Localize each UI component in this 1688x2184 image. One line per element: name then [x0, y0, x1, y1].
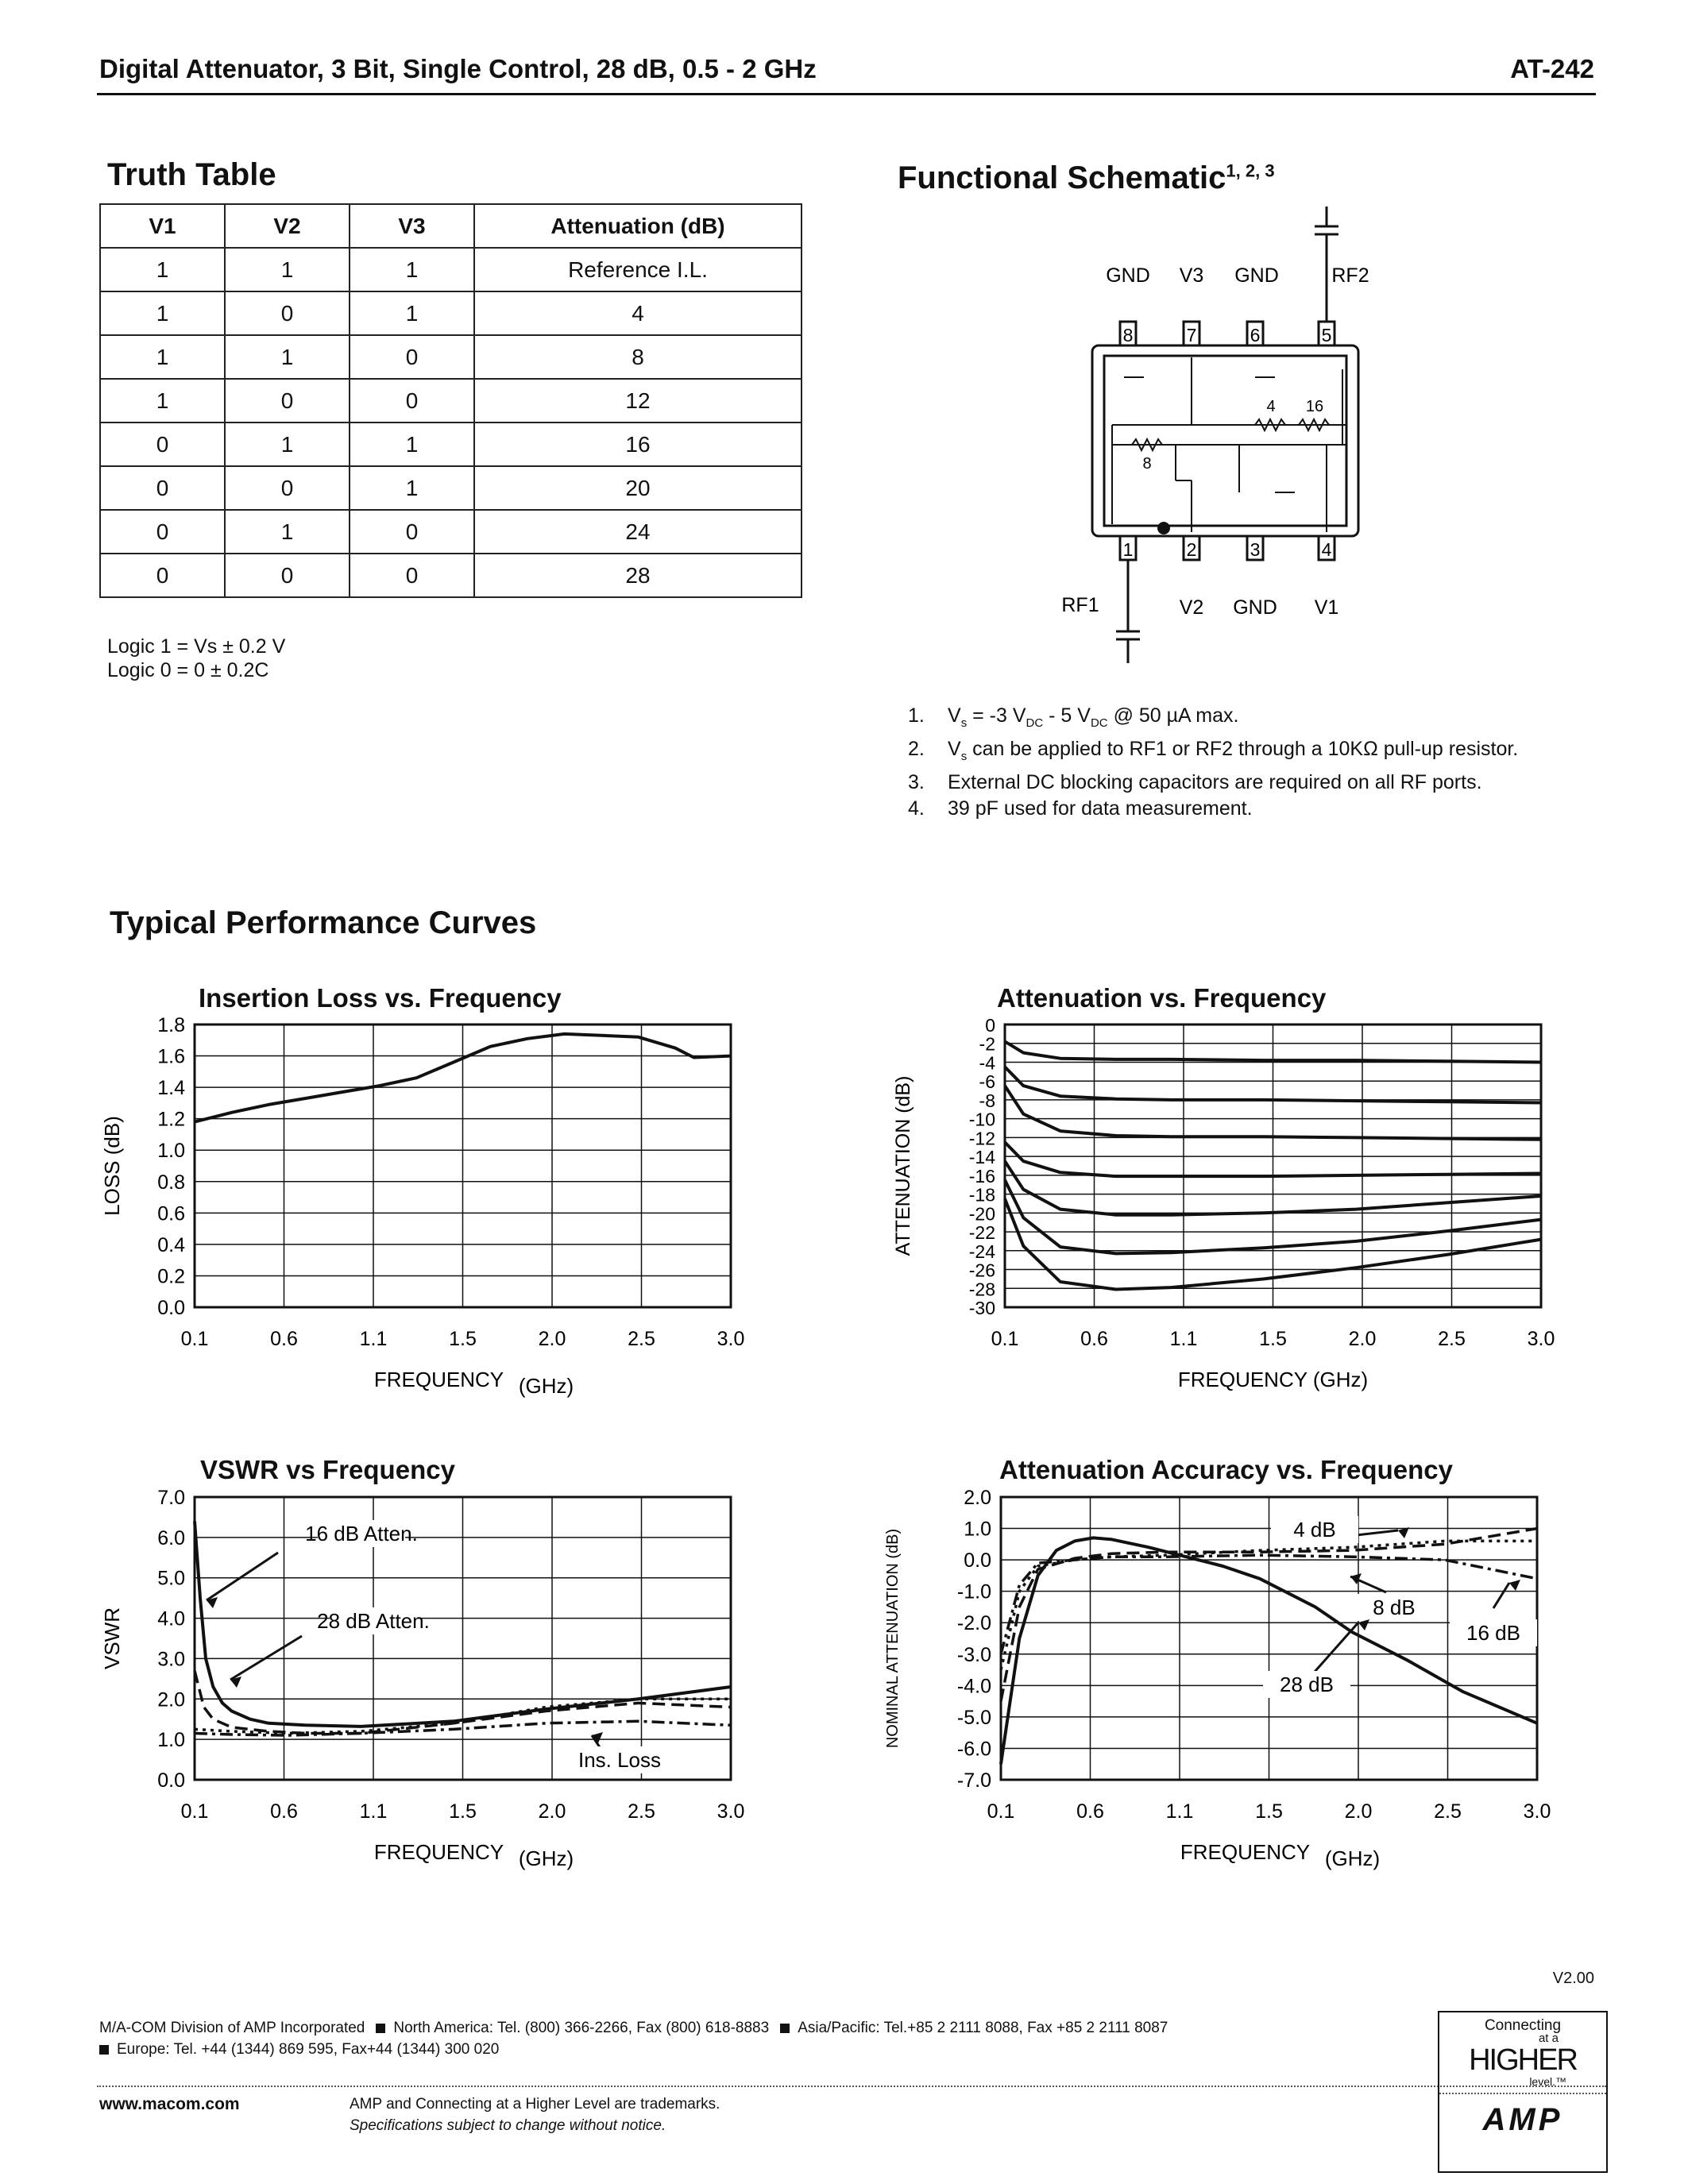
annotation-label: 8 dB [1373, 1596, 1416, 1619]
label-gnd-bottom: GND [1233, 596, 1277, 619]
y-tick-label: -16 [968, 1165, 995, 1187]
attenuation-chart [886, 1009, 1585, 1430]
trademark-note: AMP and Connecting at a Higher Level are trademarks. Specifications subject to change without notice. [350, 2096, 720, 2134]
y-tick-label: 6.0 [157, 1526, 185, 1549]
x-axis-label: FREQUENCY [1180, 1840, 1311, 1864]
x-tick-label: 1.5 [1259, 1328, 1287, 1350]
y-tick-label: 0.2 [157, 1265, 185, 1288]
y-tick-label: 1.8 [157, 1014, 185, 1036]
y-tick-label: -26 [968, 1260, 995, 1281]
header-rule [97, 93, 1596, 95]
y-tick-label: -2 [979, 1033, 995, 1055]
pin-number: 6 [1250, 325, 1261, 345]
y-tick-label: 0.8 [157, 1171, 185, 1194]
x-tick-label: 2.0 [538, 1328, 566, 1350]
table-cell: 0 [225, 291, 350, 335]
label-v1: V1 [1314, 596, 1339, 619]
table-cell: 8 [474, 335, 802, 379]
table-cell: 1 [350, 466, 474, 510]
y-tick-label: -6 [979, 1071, 995, 1093]
label-rf1: RF1 [1061, 594, 1099, 616]
footer-rule [97, 2086, 1606, 2087]
y-tick-label: -3.0 [956, 1643, 991, 1666]
schematic-notes [908, 703, 1518, 822]
note-4: 4. 39 pF used for data measurement. [908, 797, 1253, 820]
x-axis-unit: (GHz) [518, 1374, 574, 1398]
package-outline [1092, 345, 1358, 536]
die-outline [1104, 356, 1346, 526]
annotation-label: 28 dB [1280, 1673, 1334, 1696]
table-cell: 16 [474, 423, 802, 466]
y-axis-label: ATTENUATION (dB) [892, 1075, 914, 1256]
document-title: Digital Attenuator, 3 Bit, Single Control, 28 dB, 0.5 - 2 GHz [99, 54, 817, 83]
x-tick-label: 1.5 [1255, 1800, 1283, 1823]
pin-number: 3 [1250, 539, 1261, 560]
insertion-loss-chart [95, 1009, 794, 1430]
x-tick-label: 0.6 [1076, 1800, 1104, 1823]
label-rf2: RF2 [1331, 264, 1369, 287]
chart-title-insertion-loss: Insertion Loss vs. Frequency [199, 983, 562, 1013]
y-axis-label: NOMINAL ATTENUATION (dB) [884, 1528, 902, 1749]
y-tick-label: -4 [979, 1052, 995, 1074]
y-axis-label: LOSS (dB) [100, 1116, 124, 1216]
x-tick-label: 0.6 [1080, 1328, 1108, 1350]
y-tick-label: -12 [968, 1128, 995, 1149]
y-tick-label: -5.0 [956, 1706, 991, 1729]
table-cell: 28 [474, 554, 802, 597]
y-tick-label: -30 [968, 1298, 995, 1318]
truth-table [99, 203, 802, 598]
truth-table-title: Truth Table [107, 157, 276, 192]
table-cell: 24 [474, 510, 802, 554]
schematic-title: Functional Schematic$^{1, 2, 3}$ [898, 160, 1275, 195]
y-tick-label: 0.4 [157, 1233, 185, 1256]
table-row [100, 423, 802, 466]
chart-title-accuracy: Attenuation Accuracy vs. Frequency [999, 1455, 1453, 1484]
col-header: V2 [225, 204, 350, 248]
contact-info: M/A-COM Division of AMP Incorporated North America: Tel. (800) 366-2266, Fax (800) 618-8883 Asia/Pacific: Tel.+85 2 2111 8088, Fax +85 2 2111 8087 Europe: Tel. +44 (1344) 869 595, Fax+44 (1344) 300 020 [99, 2020, 1168, 2058]
pin-number: 1 [1122, 539, 1134, 560]
x-axis-label: FREQUENCY [373, 1368, 504, 1391]
label-gnd-top: GND [1234, 264, 1279, 287]
table-cell: 1 [100, 379, 225, 423]
y-tick-label: 1.0 [157, 1729, 185, 1752]
table-cell: 1 [350, 423, 474, 466]
y-tick-label: -8 [979, 1090, 995, 1111]
annotation-label: 28 dB Atten. [317, 1609, 430, 1633]
y-tick-label: 1.6 [157, 1045, 185, 1068]
y-axis-label: VSWR [100, 1607, 124, 1669]
x-tick-label: 2.0 [538, 1800, 566, 1823]
x-tick-label: 2.5 [1438, 1328, 1466, 1350]
y-tick-label: 1.0 [157, 1140, 185, 1163]
x-tick-label: 2.0 [1344, 1800, 1373, 1823]
y-tick-label: -24 [968, 1241, 995, 1262]
x-tick-label: 3.0 [1523, 1800, 1551, 1823]
x-tick-label: 0.6 [270, 1328, 298, 1350]
table-cell: 0 [350, 554, 474, 597]
table-cell: 1 [225, 248, 350, 291]
y-tick-label: 0.6 [157, 1202, 185, 1225]
x-tick-label: 1.5 [449, 1800, 477, 1823]
col-header: Attenuation (dB) [474, 204, 802, 248]
table-cell: 1 [225, 335, 350, 379]
y-tick-label: -6.0 [956, 1738, 991, 1761]
table-cell: 0 [225, 554, 350, 597]
table-cell: 1 [350, 291, 474, 335]
x-tick-label: 1.1 [359, 1800, 388, 1823]
table-row [100, 335, 802, 379]
x-tick-label: 3.0 [717, 1328, 745, 1350]
pin-number: 7 [1186, 325, 1197, 345]
y-tick-label: 5.0 [157, 1567, 185, 1590]
pin-1-indicator [1157, 522, 1170, 534]
table-cell: 1 [225, 510, 350, 554]
x-tick-label: 2.5 [628, 1800, 655, 1823]
table-cell: Reference I.L. [474, 248, 802, 291]
y-tick-label: -20 [968, 1203, 995, 1225]
table-cell: 0 [100, 510, 225, 554]
annotation-label: 16 dB Atten. [305, 1522, 418, 1545]
y-tick-label: 0.0 [964, 1549, 991, 1572]
x-tick-label: 2.0 [1348, 1328, 1377, 1350]
chart-title-vswr: VSWR vs Frequency [200, 1455, 455, 1484]
y-tick-label: 0.0 [157, 1769, 185, 1792]
x-tick-label: 0.6 [270, 1800, 298, 1823]
y-tick-label: 4.0 [157, 1607, 185, 1630]
table-row [100, 510, 802, 554]
table-cell: 4 [474, 291, 802, 335]
table-cell: 20 [474, 466, 802, 510]
table-cell: 0 [350, 379, 474, 423]
x-tick-label: 0.1 [987, 1800, 1015, 1823]
y-tick-label: 1.0 [964, 1518, 991, 1541]
note-1: 1. $V_s = -3$ $V_{DC} - 5$ $V_{DC}$ @ 50 µA max. [908, 704, 1239, 730]
x-axis-unit: (GHz) [518, 1846, 574, 1870]
x-tick-label: 1.1 [1165, 1800, 1194, 1823]
col-header: V3 [350, 204, 474, 248]
y-tick-label: 7.0 [157, 1487, 185, 1509]
y-tick-label: -7.0 [956, 1769, 991, 1792]
y-tick-label: -14 [968, 1147, 995, 1168]
x-axis-unit: (GHz) [1324, 1846, 1381, 1870]
annotation-label: 4 dB [1293, 1518, 1336, 1542]
pin-number: 2 [1186, 539, 1197, 560]
x-tick-label: 1.1 [1169, 1328, 1198, 1350]
table-cell: 1 [100, 291, 225, 335]
y-tick-label: 1.4 [157, 1077, 185, 1100]
y-tick-label: -4.0 [956, 1675, 991, 1698]
x-tick-label: 0.1 [991, 1328, 1019, 1350]
x-tick-label: 0.1 [180, 1328, 209, 1350]
logic-1-definition: Logic 1 = Vs ± 0.2 V [107, 635, 286, 658]
table-row [100, 466, 802, 510]
bullet-square-icon [780, 2024, 790, 2033]
table-cell: 1 [350, 248, 474, 291]
x-tick-label: 1.1 [359, 1328, 388, 1350]
y-tick-label: 2.0 [964, 1487, 991, 1509]
x-tick-label: 3.0 [717, 1800, 745, 1823]
table-cell: 1 [100, 248, 225, 291]
table-cell: 1 [100, 335, 225, 379]
note-3: 3. External DC blocking capacitors are required on all RF ports. [908, 771, 1482, 793]
x-tick-label: 3.0 [1527, 1328, 1555, 1350]
table-cell: 0 [225, 466, 350, 510]
x-tick-label: 2.5 [1434, 1800, 1462, 1823]
version: V2.00 [1552, 1970, 1594, 1987]
y-tick-label: 2.0 [157, 1688, 185, 1711]
chart-title-attenuation: Attenuation vs. Frequency [997, 983, 1327, 1013]
label-v2: V2 [1179, 596, 1204, 619]
bullet-square-icon [99, 2045, 109, 2055]
table-cell: 0 [100, 466, 225, 510]
table-cell: 0 [350, 510, 474, 554]
amp-logo: Connecting at a HIGHER level.™ AMP [1438, 2011, 1608, 2173]
label-gnd-top: GND [1106, 264, 1150, 287]
x-axis-label: FREQUENCY (GHz) [1177, 1368, 1369, 1391]
table-cell: 1 [225, 423, 350, 466]
note-2: 2. $V_s$ can be applied to RF1 or RF2 through a 10KΩ pull-up resistor. [908, 738, 1519, 763]
table-cell: 0 [100, 554, 225, 597]
resistor-label: 16 [1305, 398, 1324, 415]
col-header: V1 [100, 204, 225, 248]
table-cell: 12 [474, 379, 802, 423]
y-tick-label: 1.2 [157, 1108, 185, 1131]
resistor-label: 8 [1142, 455, 1152, 473]
y-tick-label: 0.0 [157, 1297, 185, 1319]
table-row [100, 291, 802, 335]
x-tick-label: 0.1 [180, 1800, 209, 1823]
pin-number: 8 [1122, 325, 1134, 345]
website-link[interactable]: www.macom.com [99, 2095, 240, 2113]
logic-0-definition: Logic 0 = 0 ± 0.2C [107, 659, 269, 681]
y-tick-label: -1.0 [956, 1580, 991, 1603]
part-number: AT-242 [1510, 54, 1594, 83]
truth-table-header [100, 204, 802, 248]
bullet-square-icon [376, 2024, 385, 2033]
functional-schematic [1033, 206, 1398, 667]
x-tick-label: 2.5 [628, 1328, 655, 1350]
performance-title: Typical Performance Curves [110, 905, 537, 940]
pin-number: 5 [1321, 325, 1332, 345]
table-row [100, 248, 802, 291]
table-cell: 0 [100, 423, 225, 466]
y-tick-label: 0 [985, 1015, 995, 1036]
y-tick-label: -2.0 [956, 1612, 991, 1635]
y-tick-label: -22 [968, 1222, 995, 1244]
pin-number: 4 [1321, 539, 1332, 560]
table-cell: 0 [350, 335, 474, 379]
x-axis-label: FREQUENCY [373, 1840, 504, 1864]
y-tick-label: -18 [968, 1184, 995, 1206]
y-tick-label: 3.0 [157, 1648, 185, 1671]
y-tick-label: -10 [968, 1109, 995, 1130]
label-v3: V3 [1179, 264, 1204, 287]
table-row [100, 554, 802, 597]
y-tick-label: -28 [968, 1279, 995, 1300]
vswr-chart [95, 1481, 794, 1902]
annotation-label: 16 dB [1466, 1621, 1520, 1645]
table-cell: 0 [225, 379, 350, 423]
resistor-label: 4 [1266, 398, 1276, 415]
x-tick-label: 1.5 [449, 1328, 477, 1350]
accuracy-chart [874, 1481, 1581, 1902]
table-row [100, 379, 802, 423]
annotation-label: Ins. Loss [577, 1748, 662, 1772]
